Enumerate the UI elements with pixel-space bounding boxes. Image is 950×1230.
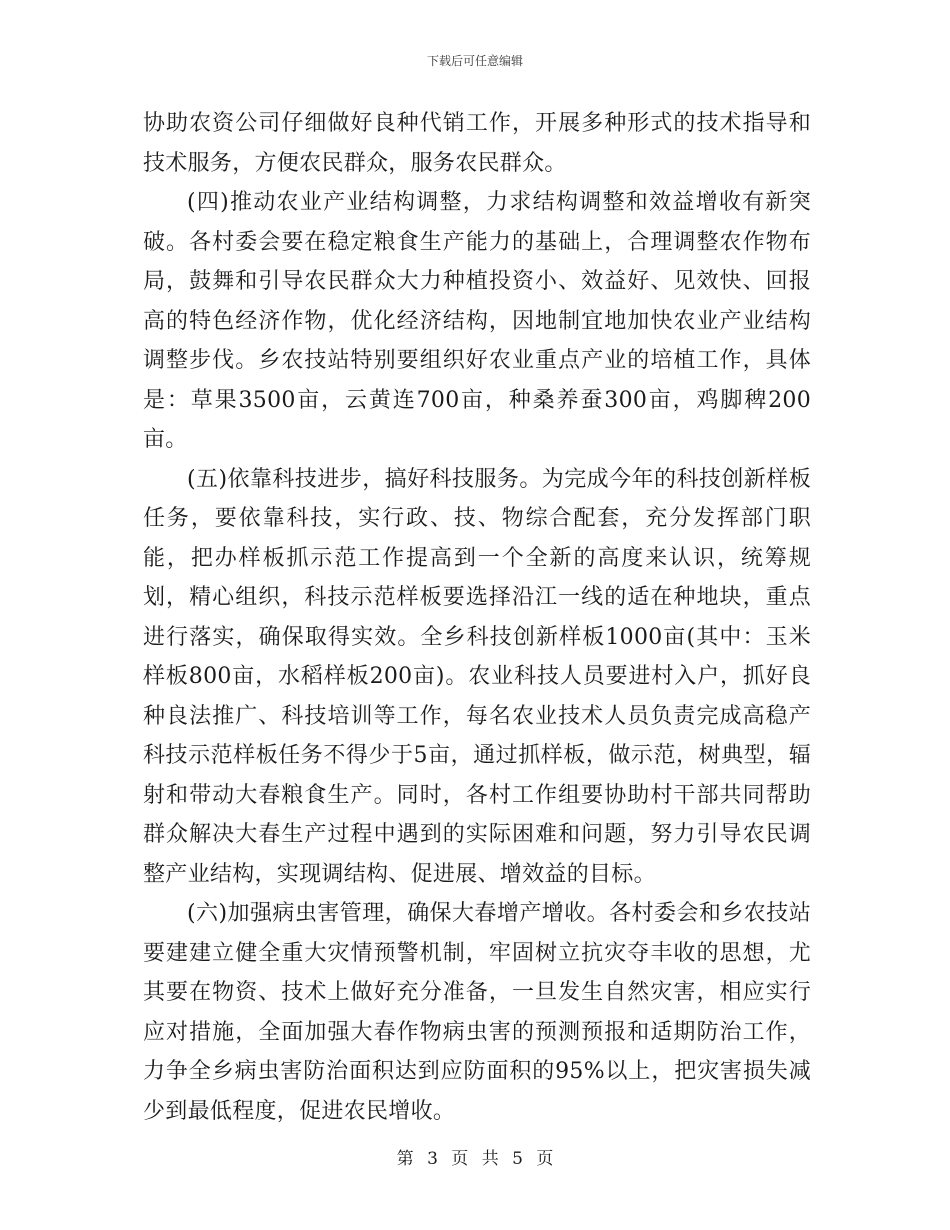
paragraph-section-5: (五)依靠科技进步，搞好科技服务。为完成今年的科技创新样板任务，要依靠科技，实行政、技、物综合配套，充分发挥部门职能，把办样板抓示范工作提高到一个全新的高度来认识，统筹规划，精心组织，科技示范样板要选择沿江一线的适在种地块，重点进行落实，确保取得实效。全乡科技创新样板1000亩(其中：玉米样板800亩，水稻样板200亩)。农业科技人员要进村入户，抓好良种良法推广、科技培训等工作，每名农业技术人员负责完成高稳产科技示范样板任务不得少于5亩，通过抓样板，做示范，树典型，辐射和带动大春粮食生产。同时，各村工作组要协助村干部共同帮助群众解决大春生产过程中遇到的实际困难和问题，努力引导农民调整产业结构，实现调结构、促进展、增效益的目标。 [143,466,811,887]
paragraph-continuation: 协助农资公司仔细做好良种代销工作，开展多种形式的技术指导和技术服务，方便农民群众，服务农民群众。 [143,111,811,176]
footer-gong: 共 [481,1149,499,1169]
footer-ye2: 页 [536,1149,554,1169]
footer-page-number: 3 [427,1149,438,1169]
page-footer [0,1148,950,1170]
paragraph-section-6: (六)加强病虫害管理，确保大春增产增收。各村委会和乡农技站要建建立健全重大灾情预警机制，牢固树立抗灾夺丰收的思想，尤其要在物资、技术上做好充分准备，一旦发生自然灾害，相应实行应对措施，全面加强大春作物病虫害的预测预报和适期防治工作，力争全乡病虫害防治面积达到应防面积的95%以上，把灾害损失减少到最低程度，促进农民增收。 [143,901,811,1124]
document-body [143,104,811,1131]
footer-ye: 页 [451,1149,469,1169]
page-header-note: 下载后可任意编辑 [426,54,523,68]
paragraph-section-4: (四)推动农业产业结构调整，力求结构调整和效益增收有新突破。各村委会要在稳定粮食生产能力的基础上，合理调整农作物布局，鼓舞和引导农民群众大力种植投资小、效益好、见效快、回报高的特色经济作物，优化经济结构，因地制宜地加快农业产业结构调整步伐。乡农技站特别要组织好农业重点产业的培植工作，具体是：草果3500亩，云黄连700亩，种桑养蚕300亩，鸡脚稗200亩。 [143,190,811,452]
footer-di: 第 [396,1149,414,1169]
footer-total-pages: 5 [512,1149,523,1169]
